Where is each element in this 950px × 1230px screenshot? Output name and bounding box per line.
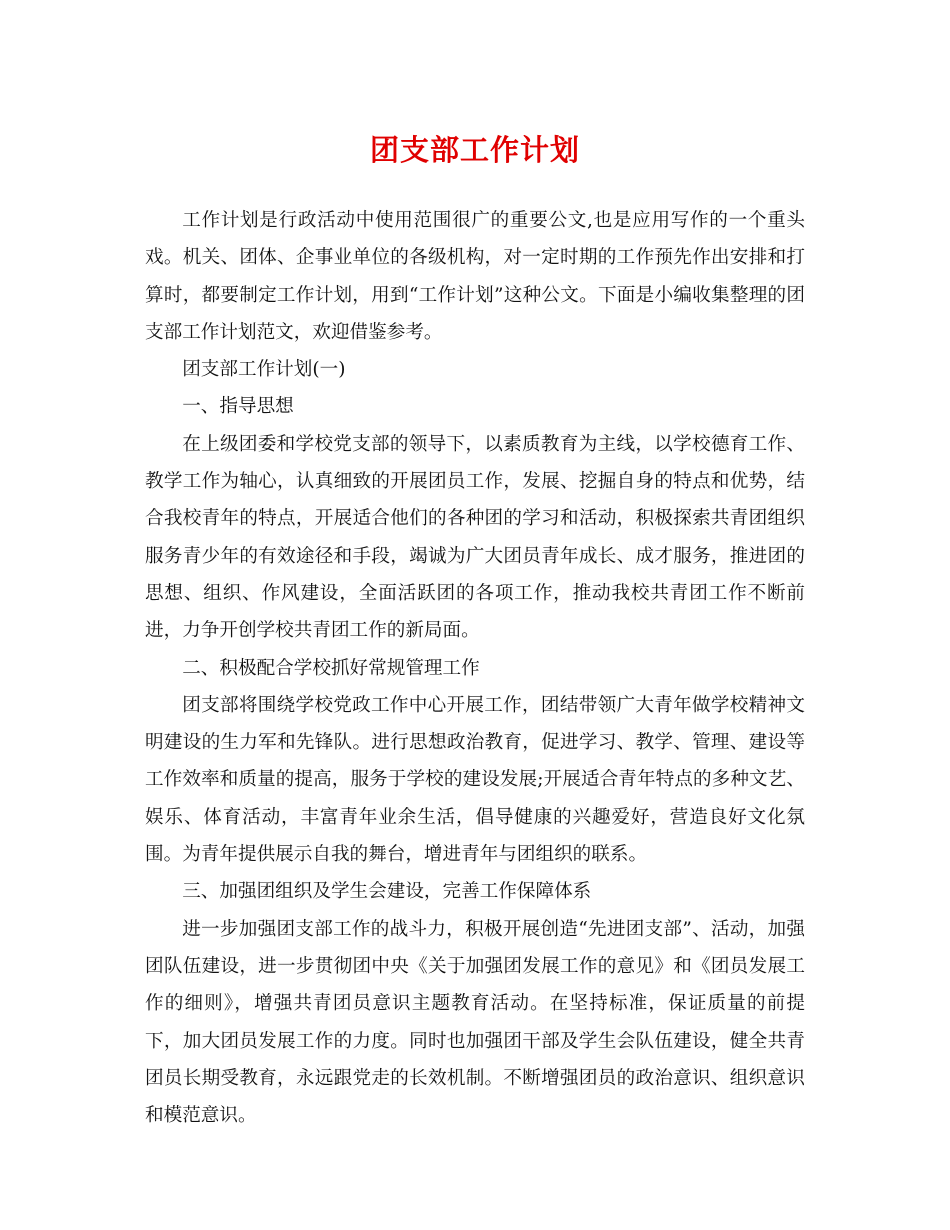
document-body	[145, 202, 805, 1134]
section-1-paragraph: 在上级团委和学校党支部的领导下，以素质教育为主线，以学校德育工作、教学工作为轴心，认真细致的开展团员工作，发展、挖掘自身的特点和优势，结合我校青年的特点，开展适合他们的各种团的学习和活动，积极探索共青团组织服务青少年的有效途径和手段，竭诚为广大团员青年成长、成才服务，推进团的思想、组织、作风建设，全面活跃团的各项工作，推动我校共青团工作不断前进，力争开创学校共青团工作的新局面。	[145, 433, 805, 642]
intro-paragraph: 工作计划是行政活动中使用范围很广的重要公文,也是应用写作的一个重头戏。机关、团体、企事业单位的各级机构，对一定时期的工作预先作出安排和打算时，都要制定工作计划，用到“工作计划”这种公文。下面是小编收集整理的团支部工作计划范文，欢迎借鉴参考。	[145, 210, 805, 343]
section-2-heading: 二、积极配合学校抓好常规管理工作	[182, 657, 480, 679]
section-2-paragraph: 团支部将围绕学校党政工作中心开展工作，团结带领广大青年做学校精神文明建设的生力军和先锋队。进行思想政治教育，促进学习、教学、管理、建设等工作效率和质量的提高，服务于学校的建设发展;开展适合青年特点的多种文艺、娱乐、体育活动，丰富青年业余生活，倡导健康的兴趣爱好，营造良好文化氛围。为青年提供展示自我的舞台，增进青年与团组织的联系。	[145, 694, 805, 866]
plan-heading: 团支部工作计划(一)	[182, 359, 346, 381]
section-1-heading: 一、指导思想	[182, 396, 294, 418]
section-3-paragraph: 进一步加强团支部工作的战斗力，积极开展创造“先进团支部”、活动，加强团队伍建设，进一步贯彻团中央《关于加强团发展工作的意见》和《团员发展工作的细则》，增强共青团员意识主题教育活动。在坚持标准，保证质量的前提下，加大团员发展工作的力度。同时也加强团干部及学生会队伍建设，健全共青团员长期受教育，永远跟党走的长效机制。不断增强团员的政治意识、组织意识和模范意识。	[145, 918, 805, 1127]
section-3-heading: 三、加强团组织及学生会建设，完善工作保障体系	[182, 881, 592, 903]
document-title: 团支部工作计划	[369, 133, 580, 167]
